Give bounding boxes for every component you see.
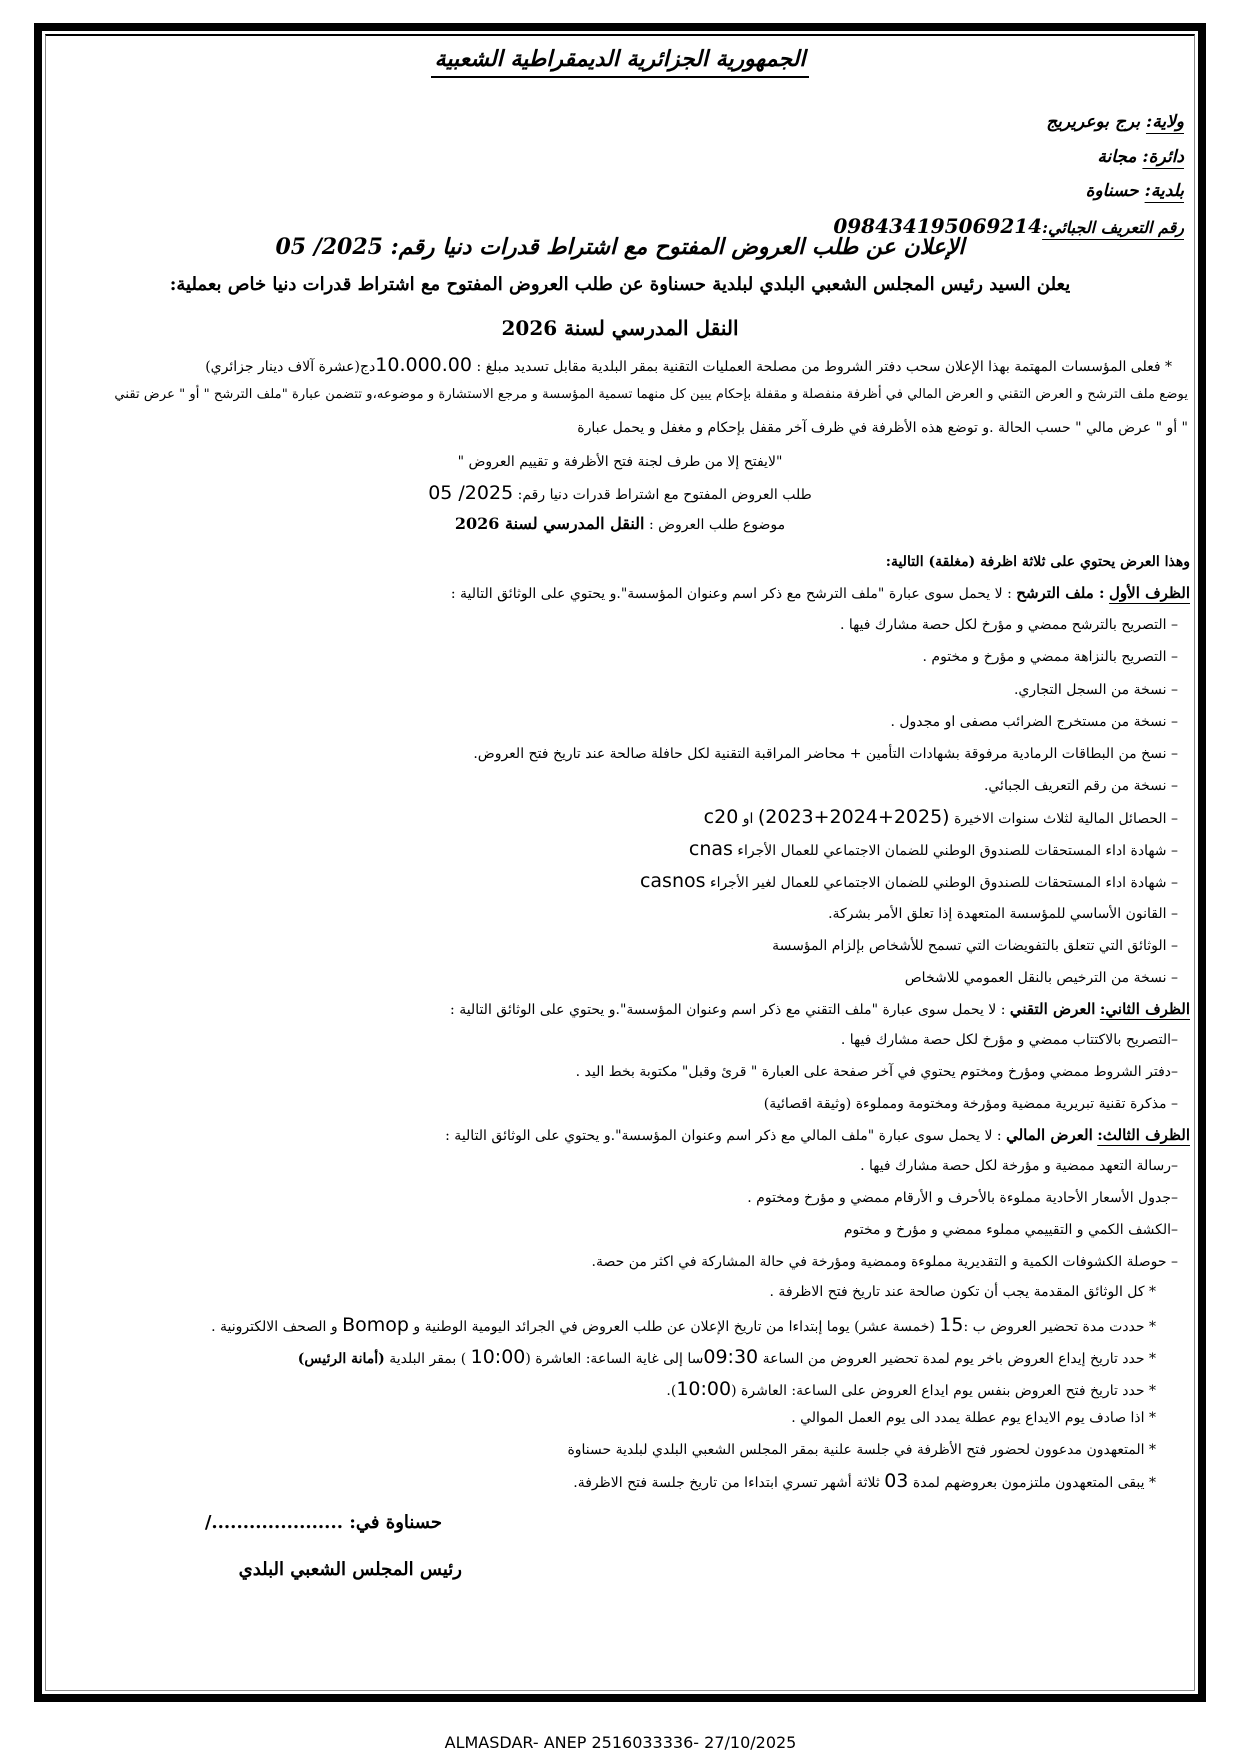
envelope1-title: : ملف الترشح <box>1016 584 1105 602</box>
baladia-label: بلدية: <box>1144 181 1184 201</box>
nif-label: رقم التعريف الجبائي: <box>1042 218 1184 237</box>
envelope1-desc: : لا يحمل سوى عبارة "ملف الترشح مع ذكر اسم وعنوان المؤسسة".و يحتوي على الوثائق التالية : <box>450 586 1012 602</box>
note-holiday: * اذا صادف يوم الايداع يوم عطلة يمدد الى يوم العمل الموالي . <box>791 1410 1156 1426</box>
envelope2-item: –دفتر الشروط ممضي ومؤرخ ومختوم يحتوي في آخر صفحة على العبارة " قرئ وقبل" مكتوبة بخط اليد . <box>575 1064 1178 1080</box>
envelope2-item: – مذكرة تقنية تبريرية ممضية ومؤرخة ومختومة ومملوءة (وثيقة اقصائية) <box>763 1096 1178 1112</box>
do-not-open-text: "لايفتح إلا من طرف لجنة فتح الأظرفة و تقييم العروض " <box>457 454 783 470</box>
tender-ref-line: طلب العروض المفتوح مع اشتراط قدرات دنيا رقم: 05 /2025 <box>428 482 812 504</box>
envelope1-item: – نسخ من البطاقات الرمادية مرفوقة بشهادات التأمين + محاضر المراقبة التقنية لكل حافلة صالحة عند تاريخ فتح العروض. <box>473 746 1178 762</box>
withdraw-paragraph: * فعلى المؤسسات المهتمة بهذا الإعلان سحب دفتر الشروط من مصلحة العمليات التقنية بمقر البلدية مقابل تسديد مبلغ : 10.000.00دج(عشرة آلاف دينار جزائري) <box>205 354 1172 376</box>
note-invited: * المتعهدون مدعوون لحضور فتح الأظرفة في جلسة علنية بمقر المجلس الشعبي البلدي لبلدية حسناوة <box>567 1442 1156 1458</box>
envelope3-label: الظرف الثالث: <box>1097 1126 1190 1144</box>
announcement-number: 05 /2025 <box>275 234 383 260</box>
daira-value: مجانة <box>1097 147 1137 167</box>
footer-reference: ALMASDAR- ANEP 2516033336- 27/10/2025 <box>444 1733 797 1752</box>
envelope3-item: –رسالة التعهد ممضية و مؤرخة لكل حصة مشارك فيها . <box>860 1158 1178 1174</box>
note-validity: * كل الوثائق المقدمة يجب أن تكون صالحة عند تاريخ فتح الاظرفة . <box>769 1284 1156 1300</box>
envelope3-item: –الكشف الكمي و التقييمي مملوء ممضي و مؤرخ و مختوم <box>843 1222 1178 1238</box>
note-opening: * حدد تاريخ فتح العروض بنفس يوم ايداع العروض على الساعة: العاشرة (10:00). <box>666 1378 1156 1400</box>
three-envelopes-heading: وهذا العرض يحتوي على ثلاثة اظرفة (مغلقة) التالية: <box>885 554 1190 570</box>
republic-heading: الجمهورية الجزائرية الديمقراطية الشعبية <box>50 46 1190 72</box>
note-duration: * حددت مدة تحضير العروض ب :15 (خمسة عشر) يوما إبتداءا من تاريخ الإعلان عن طلب العروض في الجرائد اليومية الوطنية و Bomop و الصحف الالكترونية . <box>211 1314 1156 1336</box>
envelope1-label: الظرف الأول <box>1109 584 1190 602</box>
wilaya-value: برج بوعريريج <box>1046 112 1141 132</box>
daira-line <box>1097 147 1184 167</box>
envelope2-heading <box>450 1000 1190 1018</box>
envelope3-heading <box>445 1126 1190 1144</box>
intro-text: يعلن السيد رئيس المجلس الشعبي البلدي لبلدية حسناوة عن طلب العروض المفتوح مع اشتراط قدرات دنيا خاص بعملية: <box>169 274 1071 295</box>
envelope2-desc: : لا يحمل سوى عبارة "ملف التقني مع ذكر اسم وعنوان المؤسسة".و يحتوي على الوثائق التالية : <box>450 1002 1006 1018</box>
wilaya-line <box>1046 112 1184 132</box>
envelope2-label: الظرف الثاني: <box>1099 1000 1190 1018</box>
subject-value: النقل المدرسي لسنة 2026 <box>454 514 645 533</box>
subject-line: موضوع طلب العروض : النقل المدرسي لسنة 2026 <box>454 514 786 533</box>
envelope1-item-financial: – الحصائل المالية لثلاث سنوات الاخيرة (2023+2024+2025) او c20 <box>703 806 1178 828</box>
envelope2-item: –التصريح بالاكتتاب ممضي و مؤرخ لكل حصة مشارك فيها . <box>840 1032 1178 1048</box>
amount: 10.000.00 <box>375 354 472 376</box>
wilaya-label: ولاية: <box>1145 112 1184 132</box>
envelope1-item: – التصريح بالنزاهة ممضي و مؤرخ و مختوم . <box>922 649 1178 665</box>
envelope3-item: – حوصلة الكشوفات الكمية و التقديرية مملوءة وممضية ومؤرخة في حالة المشاركة في اكثر من حصة. <box>591 1254 1178 1270</box>
note-bound: * يبقى المتعهدون ملتزمون بعروضهم لمدة 03 ثلاثة أشهر تسري ابتداءا من تاريخ جلسة فتح الاظرفة. <box>573 1470 1156 1492</box>
tender-ref-number: 05 /2025 <box>428 482 514 504</box>
envelope1-heading <box>451 584 1190 602</box>
envelope3-desc: : لا يحمل سوى عبارة "ملف المالي مع ذكر اسم وعنوان المؤسسة".و يحتوي على الوثائق التالية : <box>445 1128 1002 1144</box>
daira-label: دائرة: <box>1142 147 1184 167</box>
signature-place-date: حسناوة في: ...................../ <box>204 1512 442 1533</box>
announcement-title: الإعلان عن طلب العروض المفتوح مع اشتراط قدرات دنيا رقم: 05 /2025 <box>275 234 965 260</box>
envelope1-item: – نسخة من مستخرج الضرائب مصفى او مجدول . <box>890 714 1178 730</box>
envelope3-item: –جدول الأسعار الأحادية مملوءة بالأحرف و الأرقام ممضي و مؤرخ ومختوم . <box>747 1190 1178 1206</box>
envelopes-paragraph-2: " أو " عرض مالي " حسب الحالة .و توضع هذه الأظرفة في ظرف آخر مقفل بإحكام و مغفل و يحمل عبارة <box>577 420 1188 436</box>
signature-title: رئيس المجلس الشعبي البلدي <box>238 1559 462 1580</box>
envelope1-item: – نسخة من الترخيص بالنقل العمومي للاشخاص <box>904 970 1178 986</box>
envelope1-item: – نسخة من رقم التعريف الجبائي. <box>983 778 1178 794</box>
envelope1-item: – القانون الأساسي للمؤسسة المتعهدة إذا تعلق الأمر بشركة. <box>828 906 1178 922</box>
envelope1-item: – الوثائق التي تتعلق بالتفويضات التي تسمح للأشخاص بإلزام المؤسسة <box>772 938 1178 954</box>
envelope1-item: – نسخة من السجل التجاري. <box>1013 682 1178 698</box>
envelopes-paragraph-1: يوضع ملف الترشح و العرض التقني و العرض المالي في أظرفة منفصلة و مقفلة بإحكام يبين كل منهما تسمية المؤسسة و مرجع الاستشارة و موضوعه،و تتضمن عبارة "ملف الترشح " أو " عرض تقني <box>114 387 1188 402</box>
baladia-value: حسناوة <box>1085 181 1139 201</box>
nif-value: 098434195069214 <box>833 214 1043 238</box>
note-deposit: * حدد تاريخ إيداع العروض باخر يوم لمدة تحضير العروض من الساعة 09:30سا إلى غاية الساعة: العاشرة (10:00 ) بمقر البلدية (أمانة الرئيس) <box>297 1346 1156 1368</box>
envelope2-title: العرض التقني <box>1009 1000 1096 1018</box>
announcement-document <box>50 34 1190 1684</box>
operation-title: النقل المدرسي لسنة 2026 <box>501 316 739 340</box>
baladia-line <box>1086 181 1184 201</box>
envelope1-item-casnos: – شهادة اداء المستحقات للصندوق الوطني للضمان الاجتماعي للعمال لغير الأجراء casnos <box>639 870 1178 892</box>
envelope1-item-cnas: – شهادة اداء المستحقات للصندوق الوطني للضمان الاجتماعي للعمال الأجراء cnas <box>688 838 1178 860</box>
envelope1-item: – التصريح بالترشح ممضي و مؤرخ لكل حصة مشارك فيها . <box>839 617 1178 633</box>
envelope3-title: العرض المالي <box>1006 1126 1093 1144</box>
